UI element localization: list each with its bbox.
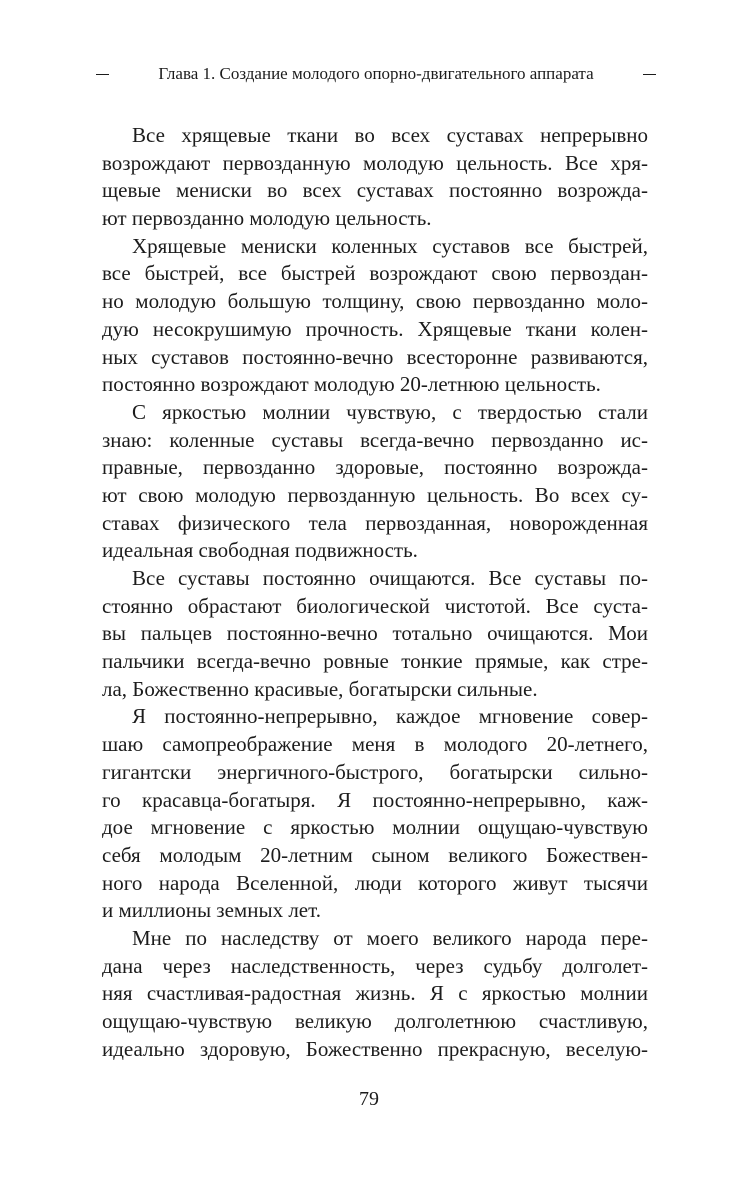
text-line: щевые мениски во всех суставах постоянно возрожда- [102,178,648,203]
text-line: ла, Божественно красивые, богатырски сильные. [102,676,538,701]
text-line: возрождают первозданную молодую цельность. Все хря- [102,150,648,175]
text-line: идеально здоровую, Божественно прекрасную, веселую- [102,1036,648,1061]
text-line: шаю самопреображение меня в молодого 20-летнего, [102,732,648,757]
text-line: дую несокрушимую прочность. Хрящевые ткани колен- [102,316,648,341]
text-line: Хрящевые мениски коленных суставов все быстрей, [132,233,648,258]
text-line: знаю: коленные суставы всегда-вечно первозданно ис- [102,427,648,452]
paragraph-4 [102,565,648,703]
text-line: го красавца-богатыря. Я постоянно-непрерывно, каж- [102,787,648,812]
running-head-right-dash [643,74,656,75]
text-line: идеальная свободная подвижность. [102,538,418,563]
paragraph-3 [102,399,648,565]
paragraph-5 [102,703,648,925]
text-line: пальчики всегда-вечно ровные тонкие прямые, как стре- [102,649,648,674]
page-number: 79 [359,1088,379,1110]
text-line: ного народа Вселенной, люди которого живут тысячи [102,870,648,895]
text-line: но молодую большую толщину, свою первозданно моло- [102,289,648,314]
text-line: себя молодым 20-летним сыном великого Божествен- [102,842,648,867]
paragraph-1 [102,122,648,233]
text-line: дое мгновение с яркостью молнии ощущаю-чувствую [102,815,648,840]
paragraph-2 [102,233,648,399]
text-line: ют свою молодую первозданную цельность. Во всех су- [102,482,648,507]
text-line: и миллионы земных лет. [102,898,321,923]
text-line: вы пальцев постоянно-вечно тотально очищаются. Мои [102,621,648,646]
running-head [96,64,656,84]
text-line: С яркостью молнии чувствую, с твердостью стали [132,399,648,424]
text-line: правные, первозданно здоровые, постоянно возрожда- [102,455,648,480]
text-line: Я постоянно-непрерывно, каждое мгновение совер- [132,704,648,729]
text-line: Все хрящевые ткани во всех суставах непрерывно [132,123,648,147]
text-line: няя счастливая-радостная жизнь. Я с яркостью молнии [102,981,648,1006]
text-line: ощущаю-чувствую великую долголетнюю счастливую, [102,1009,648,1033]
text-line: гигантски энергичного-быстрого, богатырски сильно- [102,759,648,784]
text-line: постоянно возрождают молодую 20-летнюю цельность. [102,372,601,397]
running-head-left-dash [96,74,109,75]
text-line: стоянно обрастают биологической чистотой. Все суста- [102,593,648,618]
text-line: все быстрей, все быстрей возрождают свою первоздан- [102,261,648,286]
text-line: ставах физического тела первозданная, новорожденная [102,510,648,535]
text-line: ных суставов постоянно-вечно всесторонне развиваются, [102,344,648,369]
body-text [102,122,648,1063]
text-line: Мне по наследству от моего великого народа пере- [132,925,648,950]
text-line: ют первозданно молодую цельность. [102,206,432,231]
paragraph-6 [102,925,648,1063]
running-head-text: Глава 1. Создание молодого опорно-двигательного аппарата [158,64,594,83]
text-line: дана через наследственность, через судьбу долголет- [102,953,648,978]
text-line: Все суставы постоянно очищаются. Все суставы по- [132,566,648,590]
